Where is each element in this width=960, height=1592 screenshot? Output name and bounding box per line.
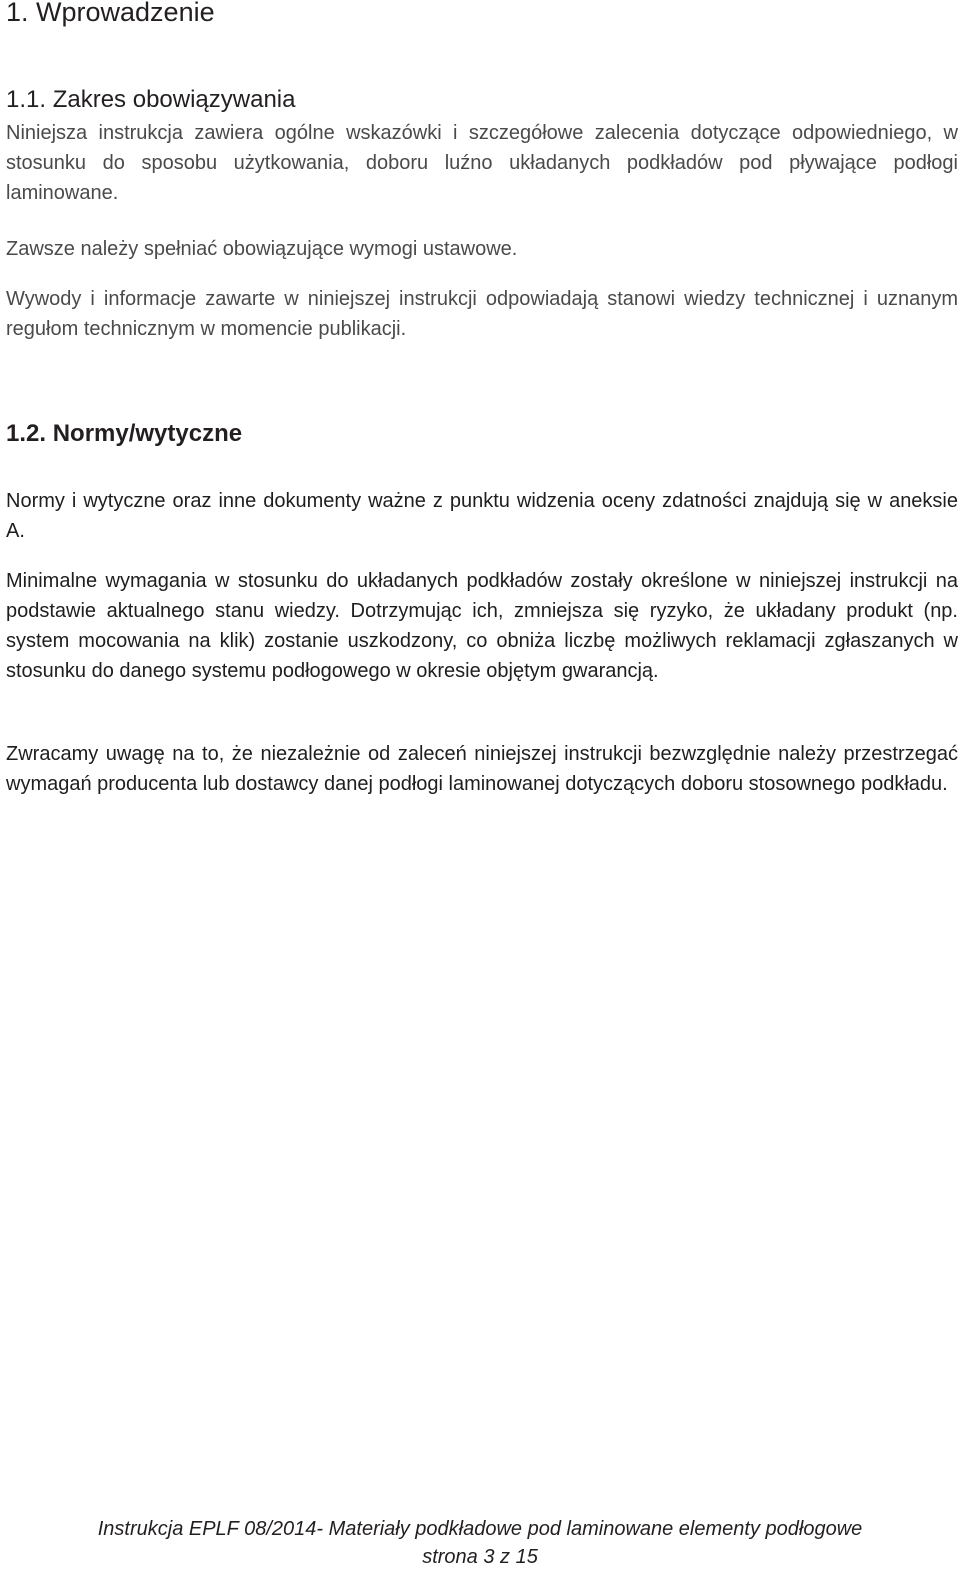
section-1-2-paragraph-2: Minimalne wymagania w stosunku do układanych podkładów zostały określone w niniejszej instrukcji na podstawie aktualnego stanu wiedzy. Dotrzymując ich, zmniejsza się ryzyko, że układany produkt (np. system mocowania na klik) zostanie uszkodzony, co obniża liczbę możliwych reklamacji zgłaszanych w stosunku do danego systemu podłogowego w okresie objętym gwarancją. — [6, 570, 958, 682]
chapter-heading: 1. Wprowadzenie — [6, 0, 215, 27]
section-1-2-heading: 1.2. Normy/wytyczne — [6, 420, 243, 447]
section-1-1-paragraph-1: Niniejsza instrukcja zawiera ogólne wskazówki i szczegółowe zalecenia dotyczące odpowiedniego, w stosunku do sposobu użytkowania, doboru luźno układanych podkładów pod pływające podłogi laminowane. — [6, 122, 958, 204]
section-1-2-paragraph-1: Normy i wytyczne oraz inne dokumenty ważne z punktu widzenia oceny zdatności znajdują się w aneksie A. — [6, 490, 958, 542]
footer-title: Instrukcja EPLF 08/2014- Materiały podkładowe pod laminowane elementy podłogowe — [97, 1518, 863, 1540]
section-1-1-paragraph-2: Zawsze należy spełniać obowiązujące wymogi ustawowe. — [6, 238, 518, 260]
section-1-1-heading: 1.1. Zakres obowiązywania — [6, 86, 296, 113]
section-1-2-paragraph-3: Zwracamy uwagę na to, że niezależnie od zaleceń niniejszej instrukcji bezwzględnie należy przestrzegać wymagań producenta lub dostawcy danej podłogi laminowanej dotyczących doboru stosownego podkładu. — [6, 743, 958, 795]
footer-page-number: strona 3 z 15 — [422, 1546, 538, 1568]
section-1-1-paragraph-3: Wywody i informacje zawarte w niniejszej instrukcji odpowiadają stanowi wiedzy technicznej i uznanym regułom technicznym w momencie publikacji. — [6, 288, 958, 340]
